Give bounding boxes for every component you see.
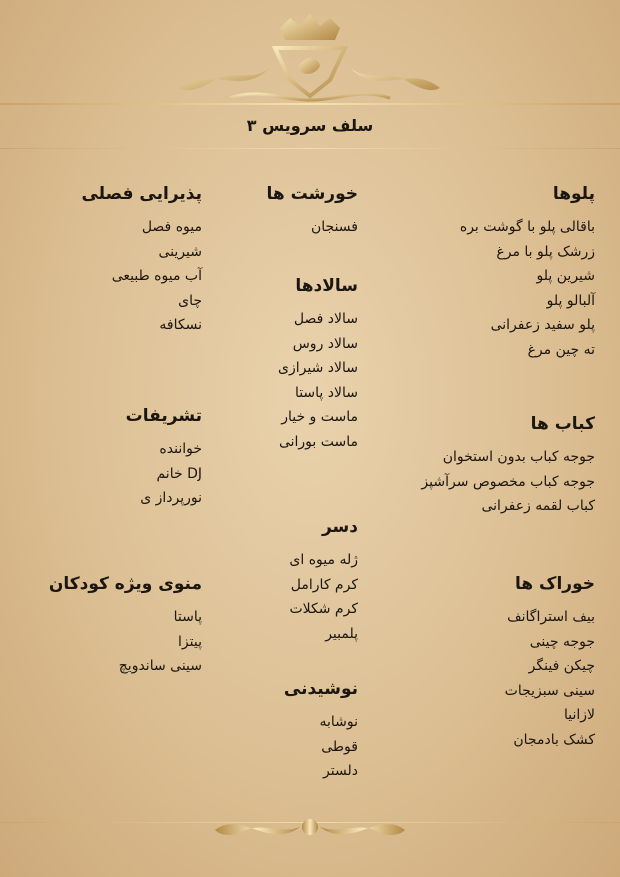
menu-item: باقالی پلو با گوشت بره xyxy=(459,219,595,235)
menu-section xyxy=(278,275,358,454)
menu-item: نسکافه xyxy=(159,317,202,333)
menu-item: پیتزا xyxy=(178,633,202,650)
section-heading: خوراک ها xyxy=(514,574,595,594)
menu-item: جوجه کباب مخصوص سرآشپز xyxy=(421,473,595,490)
title-rule xyxy=(0,148,620,149)
menu-item: پاستا xyxy=(173,609,202,625)
menu-item: کرم کارامل xyxy=(290,576,358,593)
section-heading: منوی ویژه کودکان xyxy=(48,574,202,594)
menu-item: جوجه چینی xyxy=(529,633,595,650)
menu-section xyxy=(267,183,359,240)
menu-item: ماست و خیار xyxy=(281,409,358,425)
section-heading: دسر xyxy=(321,517,358,537)
menu-item: DJ خانم xyxy=(156,465,202,482)
menu-section xyxy=(505,573,595,752)
menu-item: سالاد فصل xyxy=(293,311,358,327)
menu-item: پلمبیر xyxy=(325,625,358,642)
menu-item: شیرین پلو xyxy=(536,268,595,284)
menu-item: فسنجان xyxy=(311,219,358,235)
section-heading: کباب ها xyxy=(530,414,595,434)
section-heading: پذیرایی فصلی xyxy=(81,184,202,204)
menu-item: زرشک پلو با مرغ xyxy=(496,243,595,260)
menu-item: قوطی xyxy=(321,738,358,755)
menu-item: نوشابه xyxy=(319,714,358,730)
menu-item: سالاد شیرازی xyxy=(278,360,358,376)
floral-ornament-icon xyxy=(210,805,410,855)
menu-section xyxy=(126,405,202,511)
menu-item: سینی سبزیجات xyxy=(504,682,595,699)
menu-item: نورپرداز ی xyxy=(140,490,202,506)
menu-item: سالاد روس xyxy=(292,335,358,352)
menu-section xyxy=(284,678,358,784)
menu-item: میوه فصل xyxy=(141,219,202,235)
menu-item: آلبالو پلو xyxy=(546,292,595,309)
section-heading: تشریفات xyxy=(125,406,202,426)
page-title: سلف سرویس ۳ xyxy=(246,116,374,135)
section-heading: نوشیدنی xyxy=(283,679,358,699)
section-heading: پلوها xyxy=(552,184,595,204)
menu-item: بیف استراگانف xyxy=(507,609,595,625)
menu-item: کشک بادمجان xyxy=(513,731,595,748)
menu-item: خواننده xyxy=(159,441,202,457)
crown-crest-icon xyxy=(170,8,450,103)
section-heading: خورشت ها xyxy=(266,184,358,204)
menu-item: شیرینی xyxy=(158,243,202,260)
menu-item: ژله میوه ای xyxy=(289,552,358,568)
menu-item: پلو سفید زعفرانی xyxy=(490,317,595,333)
menu-item: دلستر xyxy=(323,763,358,779)
menu-item: کرم شکلات xyxy=(289,601,358,617)
menu-item: آب میوه طبیعی xyxy=(111,268,202,284)
menu-item: سینی ساندویچ xyxy=(118,658,202,674)
menu-item: چای xyxy=(178,292,202,309)
menu-section xyxy=(289,516,358,646)
menu-item: جوجه کباب بدون استخوان xyxy=(442,449,595,465)
menu-item: ماست بورانی xyxy=(278,433,358,450)
menu-item: چیکن فینگر xyxy=(528,658,595,674)
menu-section xyxy=(421,413,595,519)
menu-item: لازانیا xyxy=(563,707,595,723)
menu-item: ته چین مرغ xyxy=(527,341,595,358)
section-heading: سالادها xyxy=(295,276,358,296)
top-rule xyxy=(0,103,620,105)
menu-item: کباب لقمه زعفرانی xyxy=(481,498,595,514)
menu-section xyxy=(49,573,202,679)
menu-section xyxy=(81,183,202,338)
menu-section xyxy=(460,183,595,362)
menu-item: سالاد پاستا xyxy=(294,384,358,401)
